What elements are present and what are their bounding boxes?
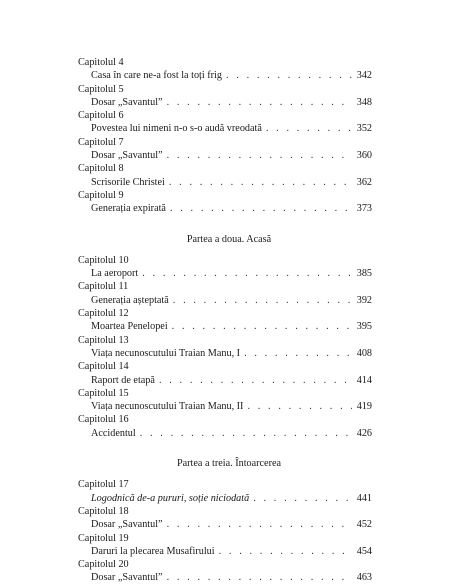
dot-leader [170,202,352,215]
chapter-title-row [78,571,372,584]
chapter-label: Capitolul 5 [78,83,124,95]
page-number: 360 [356,150,372,162]
chapter-title: Generația expirată [91,203,166,215]
page-number: 373 [356,203,372,215]
page-number: 414 [356,374,372,386]
chapter-title: Povestea lui nimeni n-o s-o audă vreodată [91,123,262,135]
page-number: 348 [356,96,372,108]
dot-leader [226,69,352,82]
chapter-title-row [78,347,372,360]
chapter-title-row [78,492,372,505]
dot-leader [253,492,352,505]
chapter-title-row [78,96,372,109]
chapter-title-row [78,427,372,440]
dot-leader [266,122,352,135]
chapter-title: Logodnică de-a pururi, soție niciodată [91,492,250,504]
page-number: 419 [356,401,372,413]
toc-entry [78,254,372,281]
chapter-title-row [78,149,372,162]
chapter-title-row [78,400,372,413]
toc-entry [78,189,372,216]
dot-leader [140,427,352,440]
chapter-label: Capitolul 14 [78,361,129,373]
part-heading-2: Partea a doua. Acasă [186,233,272,245]
page-number: 441 [356,492,372,504]
dot-leader [167,96,352,109]
toc-entry [78,83,372,110]
page-number: 395 [356,321,372,333]
chapter-label: Capitolul 6 [78,110,124,122]
chapter-title-row [78,518,372,531]
chapter-title: Viața necunoscutului Traian Manu, I [91,347,241,359]
chapter-title-row [78,545,372,558]
chapter-title: Daruri la plecarea Musafirului [91,545,215,557]
dot-leader [172,320,352,333]
dot-leader [244,347,352,360]
chapter-label: Capitolul 4 [78,57,124,68]
chapter-title: Viața necunoscutului Traian Manu, II [91,401,244,413]
page-number: 408 [356,347,372,359]
chapter-label: Capitolul 15 [78,387,129,399]
toc-entry [78,558,372,585]
toc-entry [78,109,372,136]
chapter-title: Dosar „Savantul” [91,519,163,531]
toc-entry [78,56,372,83]
chapter-title: Scrisorile Christei [91,176,165,188]
dot-leader [219,545,352,558]
chapter-title: Casa în care ne-a fost la toți frig [91,70,222,82]
chapter-label: Capitolul 9 [78,189,124,201]
dot-leader [167,518,352,531]
dot-leader [142,267,352,280]
chapter-title-row [78,69,372,82]
page-number: 385 [356,268,372,280]
toc-entry [78,387,372,414]
page-number: 454 [356,545,372,557]
chapter-label: Capitolul 11 [78,281,129,293]
dot-leader [247,400,352,413]
chapter-title: Accidentul [91,427,136,439]
chapter-label: Capitolul 19 [78,532,129,544]
page-number: 452 [356,519,372,531]
toc-section-part1-continued [78,56,372,216]
dot-leader [167,571,352,584]
page-number: 362 [356,176,372,188]
toc-entry [78,280,372,307]
toc-entry [78,162,372,189]
chapter-title-row [78,202,372,215]
dot-leader [159,374,352,387]
chapter-label: Capitolul 20 [78,559,129,571]
page-number: 352 [356,123,372,135]
toc-entry [78,505,372,532]
chapter-label: Capitolul 8 [78,163,124,175]
chapter-label: Capitolul 12 [78,308,129,320]
chapter-title-row [78,294,372,307]
chapter-label: Capitolul 16 [78,414,129,426]
chapter-title-row [78,374,372,387]
dot-leader [167,149,352,162]
toc-entry [78,478,372,505]
chapter-label: Capitolul 17 [78,479,129,491]
table-of-contents [78,56,372,585]
chapter-title-row [78,176,372,189]
dot-leader [173,294,352,307]
page-number: 426 [356,427,372,439]
chapter-title-row [78,267,372,280]
toc-section-part2 [78,254,372,440]
toc-entry [78,360,372,387]
dot-leader [169,176,352,189]
chapter-label: Capitolul 13 [78,334,129,346]
toc-entry [78,136,372,163]
chapter-title: Dosar „Savantul” [91,96,163,108]
chapter-title: Dosar „Savantul” [91,572,163,584]
chapter-label: Capitolul 7 [78,136,124,148]
chapter-title: La aeroport [91,268,139,280]
chapter-label: Capitolul 10 [78,254,129,266]
page-number: 392 [356,294,372,306]
chapter-title: Generația așteptată [91,294,169,306]
toc-entry [78,413,372,440]
chapter-title: Raport de etapă [91,374,155,386]
chapter-title: Moartea Penelopei [91,321,168,333]
chapter-title-row [78,320,372,333]
toc-entry [78,532,372,559]
chapter-title: Dosar „Savantul” [91,150,163,162]
chapter-title-row [78,122,372,135]
toc-entry [78,334,372,361]
toc-entry [78,307,372,334]
toc-section-part3 [78,478,372,584]
part-heading-3: Partea a treia. Întoarcerea [176,458,282,470]
page-number: 463 [356,572,372,584]
page-number: 342 [356,70,372,82]
chapter-label: Capitolul 18 [78,505,129,517]
